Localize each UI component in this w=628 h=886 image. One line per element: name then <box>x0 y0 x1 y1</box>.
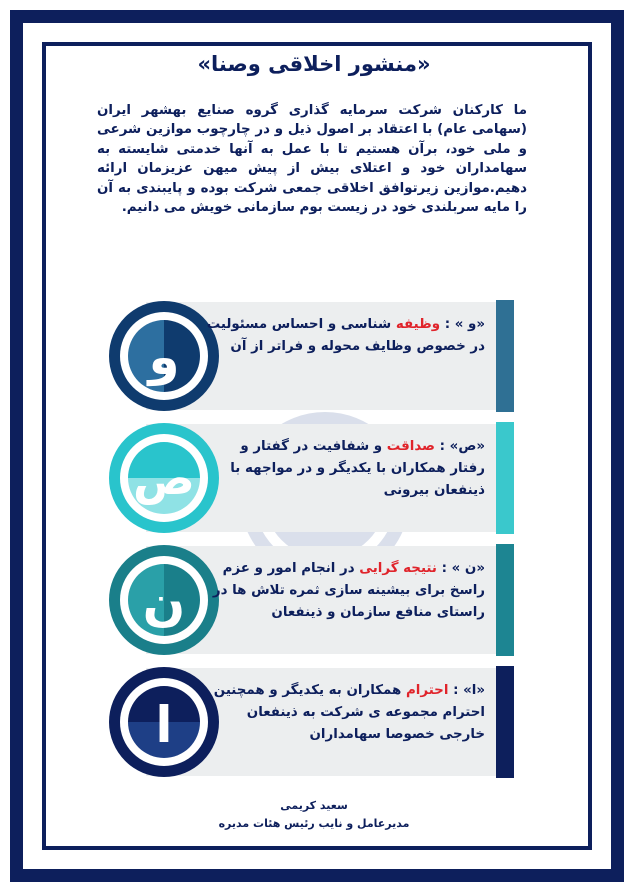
letter-glyph: ن <box>142 574 186 632</box>
principle-text <box>203 558 485 624</box>
principle-row-sedaghat <box>108 422 514 534</box>
principle-prefix: «ن » : <box>436 561 485 576</box>
page-title: «منشور اخلاقی وصنا» <box>197 52 431 76</box>
principle-text <box>203 314 485 358</box>
principle-prefix: «و » : <box>440 317 485 332</box>
letter-glyph: و <box>148 328 180 386</box>
principle-color-strip <box>496 300 514 412</box>
signatory-name: سعید کریمی <box>280 799 348 812</box>
principle-body: شناسی و احساس مسئولیت در خصوص وظایف محوله و فراتر از آن <box>206 317 485 354</box>
principle-keyword: صداقت <box>386 439 435 454</box>
principle-body: همکاران به یکدیگر و همچنین احترام مجموعه ی شرکت به ذینفعان خارجی خصوصا سهامداران <box>213 683 485 742</box>
principle-keyword: احترام <box>405 683 449 698</box>
principle-prefix: «ا» : <box>448 683 485 698</box>
principle-color-strip <box>496 666 514 778</box>
principle-row-natijeh <box>108 544 514 656</box>
principle-color-strip <box>496 544 514 656</box>
letter-glyph: ا <box>155 696 173 754</box>
principle-body: و شفافیت در گفتار و رفتار همکاران با یکدیگر و در مواجهه با ذینفعان بیرونی <box>230 439 485 498</box>
principle-text <box>203 680 485 746</box>
signatory-role: مدیرعامل و نایب رئیس هئات مدیره <box>218 817 410 830</box>
signature-block <box>0 797 628 833</box>
principle-text <box>203 436 485 502</box>
intro-paragraph: ما کارکنان شرکت سرمایه گذاری گروه صنایع بهشهر ایران (سهامی عام) با اعتقاد بر اصول ذیل و در چارچوب موازین شرعی و ملی خود، برآن هستیم تا با عمل به آنها خدمتی شایسته به سهامداران خود و اعتلای بیش از پیش میهن عزیزمان ارائه دهیم.موازین زیرتوافق اخلاقی جمعی شرکت بوده و پایبندی به آن را مایه سربلندی خود در زیست بوم سازمانی خویش می دانیم. <box>97 103 527 216</box>
principle-color-strip <box>496 422 514 534</box>
principle-body: در انجام امور و عزم راسخ برای بیشینه سازی ثمره تلاش ها در راستای منافع سازمان و ذینفعان <box>212 561 485 620</box>
principle-prefix: «ص» : <box>435 439 485 454</box>
principle-keyword: وظیفه <box>395 317 441 332</box>
letter-glyph: ص <box>133 451 195 505</box>
principle-keyword: نتیجه گرایی <box>359 561 437 576</box>
principle-row-ehteram <box>108 666 514 778</box>
principle-row-vazifeh <box>108 300 514 412</box>
